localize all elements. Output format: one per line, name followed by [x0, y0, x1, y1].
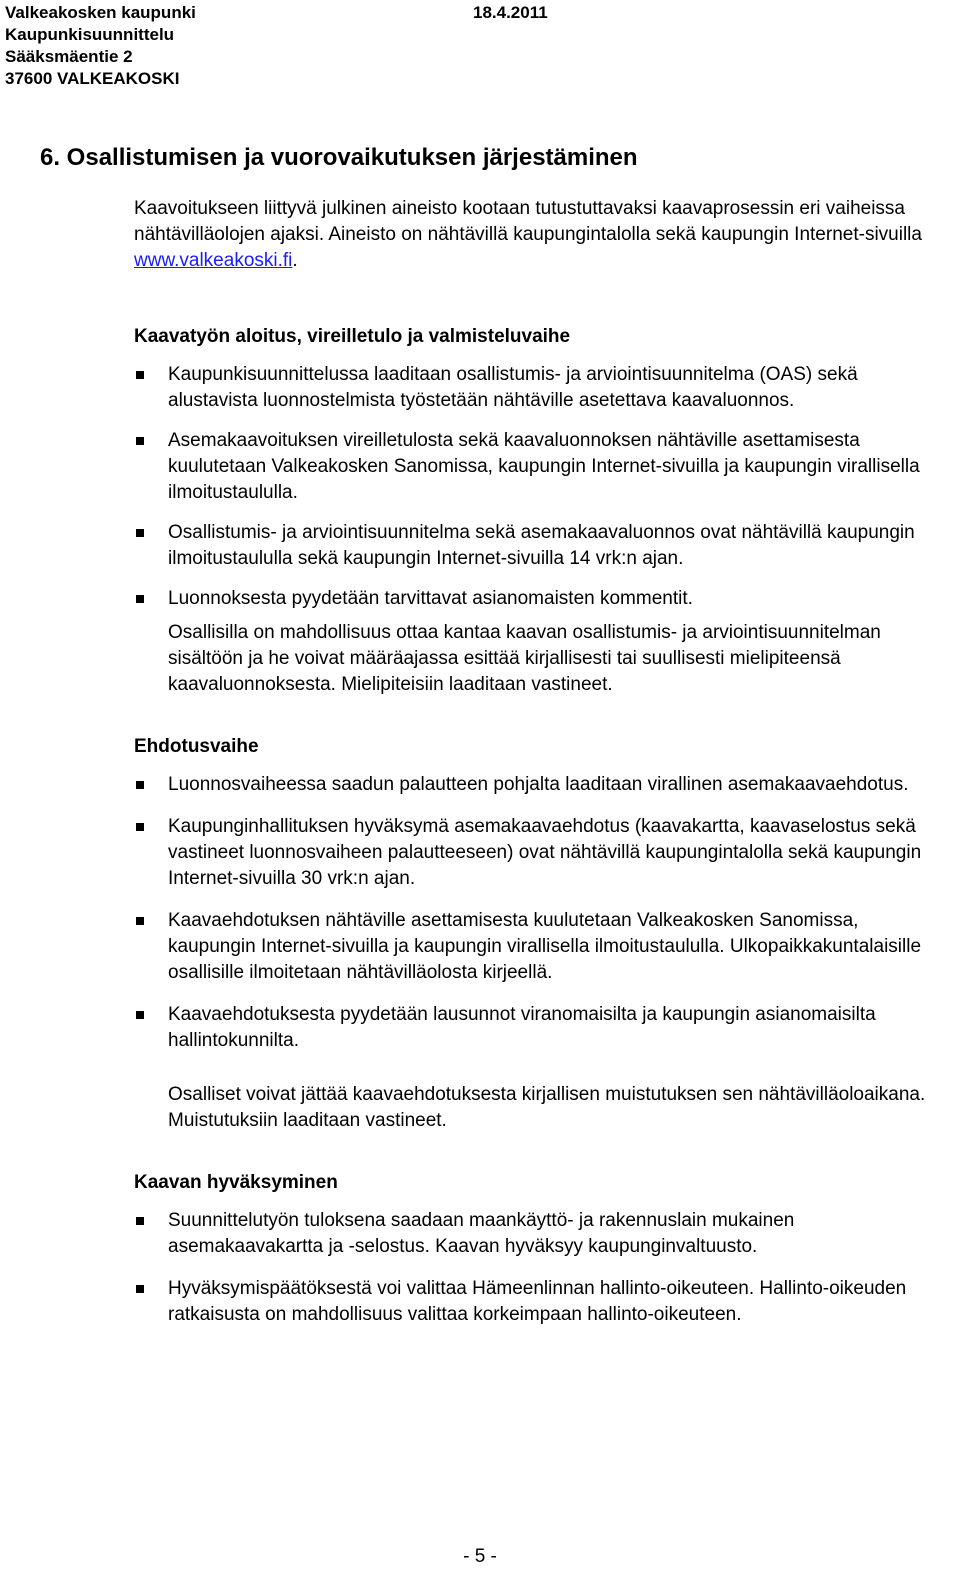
header-line-1: [5, 2, 955, 24]
list-item: [134, 1276, 944, 1328]
list-item: [134, 520, 944, 572]
section-title: 6. Osallistumisen ja vuorovaikutuksen järjestäminen: [40, 144, 638, 171]
list-item: [134, 908, 944, 986]
intro-text: Kaavoitukseen liittyvä julkinen aineisto kootaan tutustuttavaksi kaavaprosessin eri vaiheissa nähtävilläolojen ajaksi. Aineisto on nähtävillä kaupungintalolla sekä kaupungin Internet-sivuilla: [134, 198, 922, 245]
list-item-text: Hyväksymispäätöksestä voi valittaa Hämeenlinnan hallinto-oikeuteen. Hallinto-oikeuden ratkaisusta on mahdollisuus valittaa korkeimpaan hallinto-oikeuteen.: [168, 1278, 907, 1325]
list-item: [134, 586, 944, 612]
header-dept: Kaupunkisuunnittelu: [5, 25, 175, 44]
list-item-text: Kaavaehdotuksesta pyydetään lausunnot viranomaisilta ja kaupungin asianomaisilta hallintokunnilta.: [168, 1004, 876, 1051]
list-item-text: Osallistumis- ja arviointisuunnitelma sekä asemakaavaluonnos ovat nähtävillä kaupungin ilmoitustaululla sekä kaupungin Internet-sivuilla 14 vrk:n ajan.: [168, 522, 915, 569]
intro-text-end: .: [292, 250, 298, 271]
list-item: [134, 1208, 944, 1260]
header-org: Valkeakosken kaupunki: [5, 3, 196, 22]
list-item: [134, 814, 944, 892]
list-item-text: Suunnittelutyön tuloksena saadaan maankäyttö- ja rakennuslain mukainen asemakaavakartta ja -selostus. Kaavan hyväksyy kaupunginvaltuusto.: [168, 1210, 795, 1257]
bullet-icon: [136, 917, 144, 925]
phase2-heading: Ehdotusvaihe: [134, 736, 259, 757]
list-item: [134, 1002, 944, 1054]
phase1-note-text: Osallisilla on mahdollisuus ottaa kantaa kaavan osallistumis- ja arviointisuunnitelman sisältöön ja he voivat määräajassa esittää kirjallisesti tai suullisesti mielipiteensä kaavaluonnoksesta. Mielipiteisiin laaditaan vastineet.: [168, 622, 881, 695]
bullet-icon: [136, 529, 144, 537]
header-date: 18.4.2011: [473, 3, 548, 22]
website-link[interactable]: www.valkeakoski.fi: [134, 250, 293, 271]
header-postal: 37600 VALKEAKOSKI: [5, 69, 180, 88]
bullet-icon: [136, 781, 144, 789]
list-item-text: Luonnoksesta pyydetään tarvittavat asianomaisten kommentit.: [168, 588, 693, 609]
header-street: Sääksmäentie 2: [5, 47, 133, 66]
list-item: [134, 362, 944, 414]
phase2-note-text: Osalliset voivat jättää kaavaehdotuksesta kirjallisen muistutuksen sen nähtävilläoloaikana. Muistutuksiin laaditaan vastineet.: [168, 1084, 926, 1131]
list-item: [134, 772, 944, 798]
list-item-text: Luonnosvaiheessa saadun palautteen pohjalta laaditaan virallinen asemakaavaehdotus.: [168, 774, 909, 795]
phase2-bullet-list: [134, 772, 944, 1054]
phase3-heading: Kaavan hyväksyminen: [134, 1172, 338, 1193]
phase3-bullet-list: [134, 1208, 944, 1328]
bullet-icon: [136, 437, 144, 445]
bullet-icon: [136, 1011, 144, 1019]
intro-paragraph: [134, 196, 944, 274]
bullet-icon: [136, 1285, 144, 1293]
bullet-icon: [136, 823, 144, 831]
list-item-text: Kaavaehdotuksen nähtäville asettamisesta kuulutetaan Valkeakosken Sanomissa, kaupungin Internet-sivuilla ja kaupungin virallisella ilmoitustaululla. Ulkopaikkakuntalaisille osallisille ilmoitetaan nähtävilläolosta kirjeellä.: [168, 910, 922, 983]
list-item-text: Kaupunkisuunnittelussa laaditaan osallistumis- ja arviointisuunnitelma (OAS) sekä alustavista luonnostelmista työstetään nähtäville asetettava kaavaluonnos.: [168, 364, 858, 411]
page-number: - 5 -: [463, 1546, 497, 1567]
phase1-note: [168, 620, 946, 698]
bullet-icon: [136, 595, 144, 603]
phase1-bullet-list: [134, 362, 944, 612]
bullet-icon: [136, 1217, 144, 1225]
list-item-text: Kaupunginhallituksen hyväksymä asemakaavaehdotus (kaavakartta, kaavaselostus sekä vastineet luonnosvaiheen palautteeseen) ovat nähtävillä kaupungintalolla sekä kaupungin Internet-sivuilla 30 vrk:n ajan.: [168, 816, 922, 889]
document-header: [5, 2, 955, 90]
phase1-list-block: [134, 362, 944, 612]
phase2-note: [168, 1082, 946, 1134]
phase2-list-block: [134, 772, 944, 1054]
phase1-heading: Kaavatyön aloitus, vireilletulo ja valmisteluvaihe: [134, 326, 571, 347]
phase3-list-block: [134, 1208, 944, 1328]
list-item-text: Asemakaavoituksen vireilletulosta sekä kaavaluonnoksen nähtäville asettamisesta kuulutetaan Valkeakosken Sanomissa, kaupungin Internet-sivuilla ja kaupungin virallisella ilmoitustaululla.: [168, 430, 920, 503]
list-item: [134, 428, 944, 506]
bullet-icon: [136, 371, 144, 379]
